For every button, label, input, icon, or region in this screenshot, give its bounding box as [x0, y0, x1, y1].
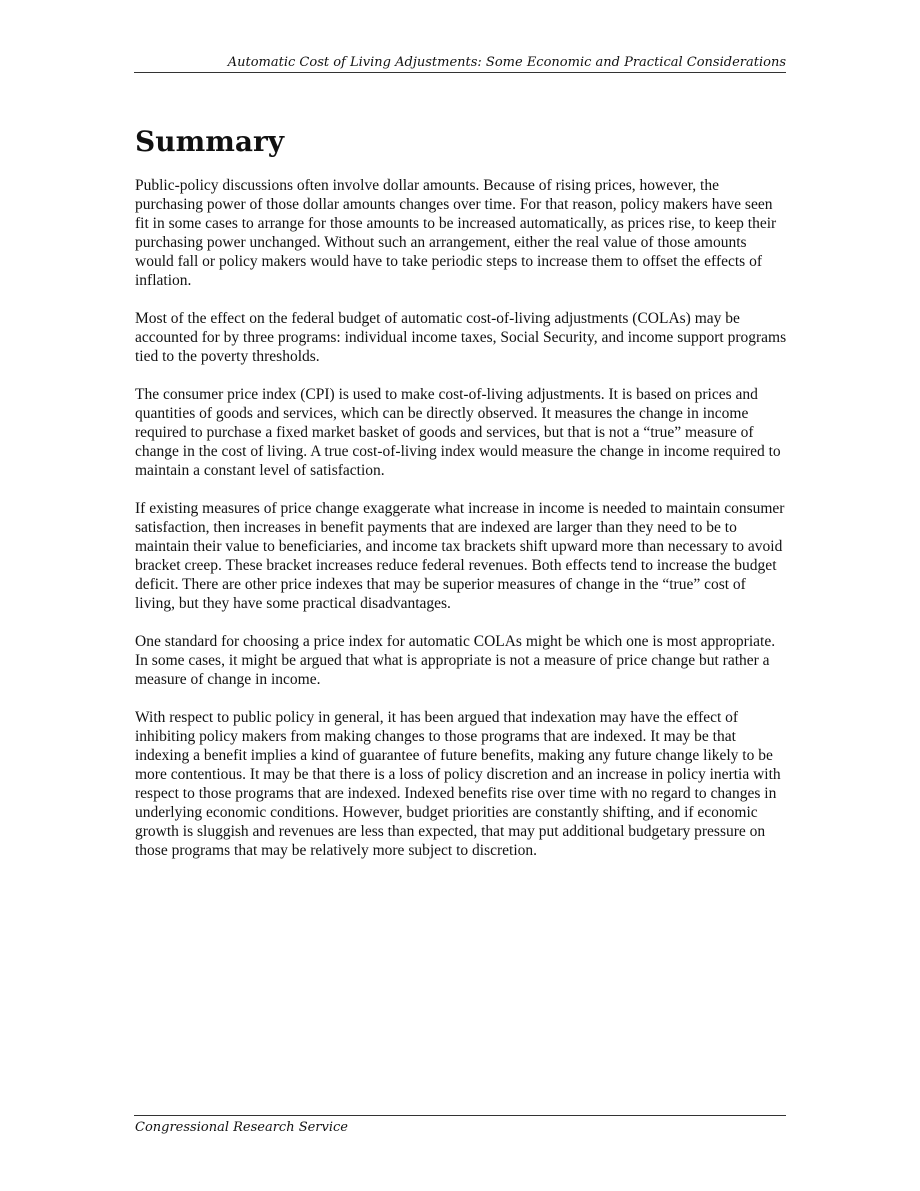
summary-body — [135, 176, 787, 879]
summary-paragraph: If existing measures of price change exaggerate what increase in income is needed to maintain consumer satisfaction, then increases in benefit payments that are indexed are larger than they need to be to maintain their value to beneficiaries, and income tax brackets shift upward more than necessary to avoid bracket creep. These bracket increases reduce federal revenues. Both effects tend to increase the budget deficit. There are other price indexes that may be superior measures of change in the “true” cost of living, but they have some practical disadvantages. — [135, 500, 785, 612]
summary-paragraph: The consumer price index (CPI) is used to make cost-of-living adjustments. It is based on prices and quantities of goods and services, which can be directly observed. It measures the change in income required to purchase a fixed market basket of goods and services, but that is not a “true” measure of change in the cost of living. A true cost-of-living index would measure the change in income required to maintain a constant level of satisfaction. — [135, 386, 781, 479]
summary-paragraph: With respect to public policy in general, it has been argued that indexation may have the effect of inhibiting policy makers from making changes to those programs that are indexed. It may be that indexing a benefit implies a kind of guarantee of future benefits, making any future change likely to be more contentious. It may be that there is a loss of policy discretion and an increase in policy inertia with respect to those programs that are indexed. Indexed benefits rise over time with no regard to changes in underlying economic conditions. However, budget priorities are constantly shifting, and if economic growth is sluggish and revenues are less than expected, that may put additional budgetary pressure on those programs that may be relatively more subject to discretion. — [135, 709, 781, 859]
running-header: Automatic Cost of Living Adjustments: Some Economic and Practical Considerations — [227, 55, 786, 70]
running-footer: Congressional Research Service — [135, 1120, 349, 1135]
footer-divider — [134, 1115, 786, 1116]
header-divider — [134, 72, 786, 73]
summary-paragraph: Most of the effect on the federal budget of automatic cost-of-living adjustments (COLAs) may be accounted for by three programs: individual income taxes, Social Security, and income support programs tied to the poverty thresholds. — [135, 310, 787, 365]
summary-paragraph: One standard for choosing a price index for automatic COLAs might be which one is most appropriate. In some cases, it might be argued that what is appropriate is not a measure of price change but rather a measure of change in income. — [135, 633, 776, 688]
summary-paragraph: Public-policy discussions often involve dollar amounts. Because of rising prices, however, the purchasing power of those dollar amounts changes over time. For that reason, policy makers have seen fit in some cases to arrange for those amounts to be increased automatically, as prices rise, to keep their purchasing power unchanged. Without such an arrangement, either the real value of those amounts would fall or policy makers would have to take periodic steps to increase them to offset the effects of inflation. — [135, 177, 777, 289]
page-title: Summary — [135, 125, 284, 158]
